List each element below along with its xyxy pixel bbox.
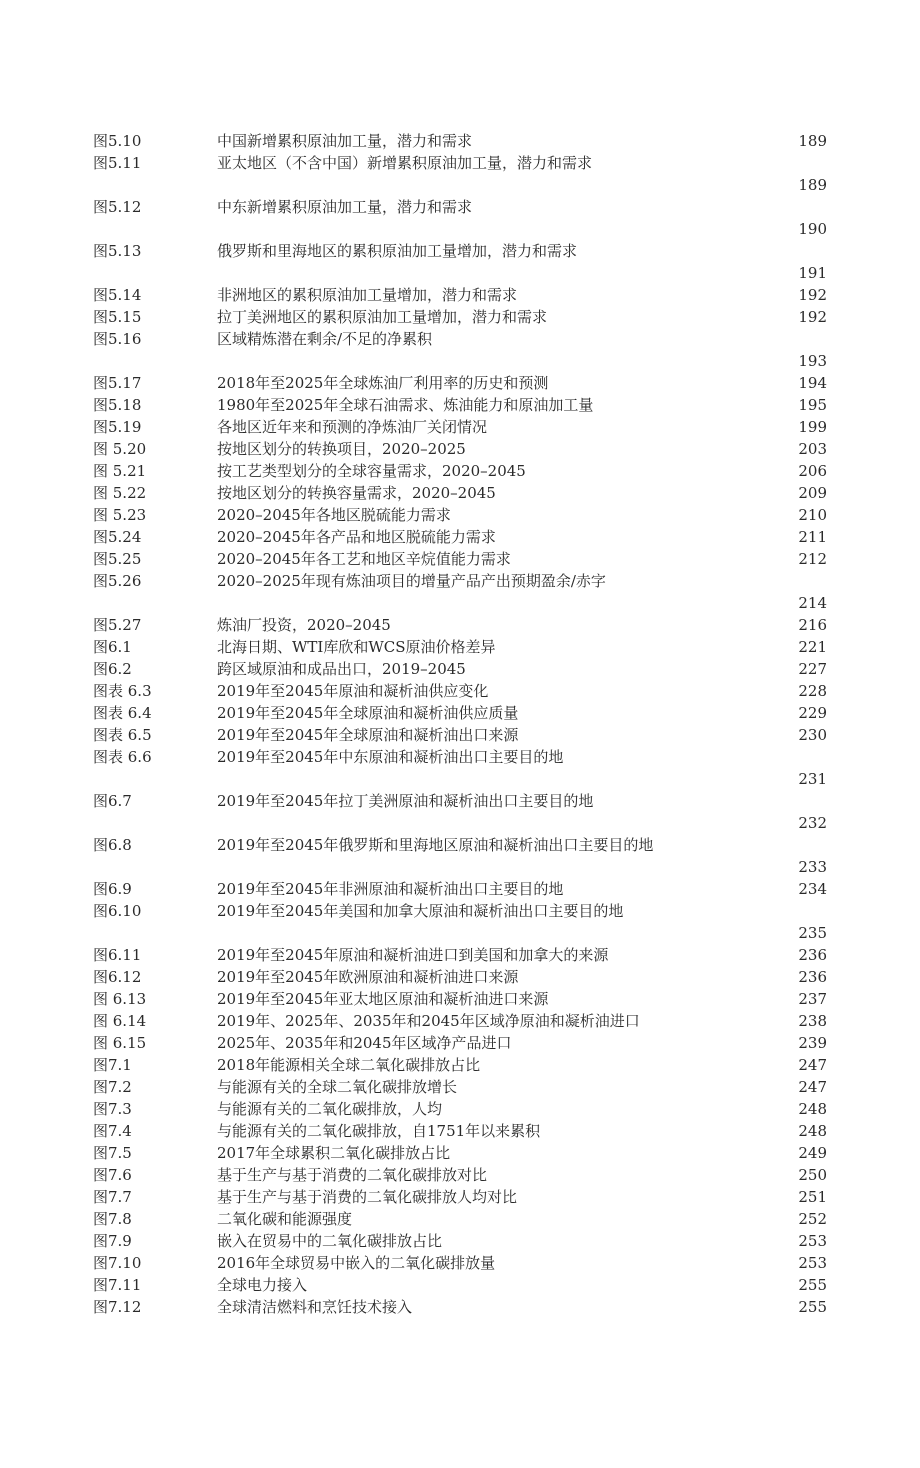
page-number: 189	[798, 132, 827, 150]
figure-title: 北海日期、WTI库欣和WCS原油价格差异	[217, 638, 496, 656]
figure-title: 2020–2025年现有炼油项目的增量产品产出预期盈余/赤字	[217, 572, 606, 590]
toc-entry[interactable]	[0, 1252, 920, 1274]
toc-entry[interactable]	[0, 284, 920, 306]
figure-title: 与能源有关的二氧化碳排放，自1751年以来累积	[217, 1122, 541, 1140]
page-number: 209	[798, 484, 827, 502]
figure-label: 图7.11	[93, 1276, 142, 1294]
figure-label: 图表 6.3	[93, 682, 152, 700]
page-number: 192	[798, 286, 827, 304]
page-number: 206	[798, 462, 827, 480]
figure-label: 图6.1	[93, 638, 132, 656]
figure-label: 图5.26	[93, 572, 142, 590]
page-number: 211	[798, 528, 827, 546]
figure-title: 非洲地区的累积原油加工量增加，潜力和需求	[217, 286, 518, 304]
figure-label: 图5.17	[93, 374, 142, 392]
figure-title: 炼油厂投资，2020–2045	[217, 616, 391, 634]
figure-label: 图5.15	[93, 308, 142, 326]
toc-entry[interactable]	[0, 834, 920, 878]
figure-title: 2019年至2045年中东原油和凝析油出口主要目的地	[217, 748, 564, 766]
page-number: 238	[798, 1012, 827, 1030]
toc-entry[interactable]	[0, 746, 920, 790]
figure-label: 图表 6.6	[93, 748, 152, 766]
figure-title: 2019年至2045年俄罗斯和里海地区原油和凝析油出口主要目的地	[217, 836, 654, 854]
page-number: 237	[798, 990, 827, 1008]
page-number: 216	[798, 616, 827, 634]
toc-entry[interactable]	[0, 152, 920, 196]
page-number: 235	[798, 924, 827, 942]
figure-label: 图5.11	[93, 154, 142, 172]
figure-label: 图5.18	[93, 396, 142, 414]
toc-entry[interactable]	[0, 944, 920, 966]
figure-label: 图7.12	[93, 1298, 142, 1316]
figure-title: 2019年、2025年、2035年和2045年区域净原油和凝析油进口	[217, 1012, 640, 1030]
toc-entry[interactable]	[0, 988, 920, 1010]
figure-label: 图5.10	[93, 132, 142, 150]
toc-entry[interactable]	[0, 680, 920, 702]
page-number: 253	[798, 1254, 827, 1272]
toc-entry[interactable]	[0, 438, 920, 460]
page-number: 199	[798, 418, 827, 436]
page-number: 236	[798, 968, 827, 986]
figure-title: 2019年至2045年全球原油和凝析油供应质量	[217, 704, 519, 722]
figure-label: 图7.6	[93, 1166, 132, 1184]
toc-entry[interactable]	[0, 702, 920, 724]
page-number: 193	[798, 352, 827, 370]
figure-label: 图表 6.4	[93, 704, 152, 722]
figure-title: 全球清洁燃料和烹饪技术接入	[217, 1298, 413, 1316]
figure-title: 2019年至2045年美国和加拿大原油和凝析油出口主要目的地	[217, 902, 624, 920]
page-number: 234	[798, 880, 827, 898]
figure-label: 图6.2	[93, 660, 132, 678]
toc-entry[interactable]	[0, 570, 920, 614]
page-number: 233	[798, 858, 827, 876]
toc-entry[interactable]	[0, 1274, 920, 1296]
figure-label: 图5.24	[93, 528, 142, 546]
page-number: 190	[798, 220, 827, 238]
page-number: 229	[798, 704, 827, 722]
figure-label: 图6.8	[93, 836, 132, 854]
figure-title: 2020–2045年各产品和地区脱硫能力需求	[217, 528, 496, 546]
figure-title: 亚太地区（不含中国）新增累积原油加工量，潜力和需求	[217, 154, 593, 172]
page-number: 252	[798, 1210, 827, 1228]
page-number: 251	[798, 1188, 827, 1206]
page-number: 247	[798, 1078, 827, 1096]
toc-entry[interactable]	[0, 1230, 920, 1252]
toc-entry[interactable]	[0, 658, 920, 680]
page-number: 247	[798, 1056, 827, 1074]
figure-title: 俄罗斯和里海地区的累积原油加工量增加，潜力和需求	[217, 242, 578, 260]
figure-label: 图 5.20	[93, 440, 147, 458]
figure-label: 图6.12	[93, 968, 142, 986]
figure-label: 图5.14	[93, 286, 142, 304]
toc-entry[interactable]	[0, 504, 920, 526]
toc-entry[interactable]	[0, 1120, 920, 1142]
figure-label: 图 5.22	[93, 484, 147, 502]
figure-title: 2017年全球累积二氧化碳排放占比	[217, 1144, 451, 1162]
figure-title: 1980年至2025年全球石油需求、炼油能力和原油加工量	[217, 396, 594, 414]
figure-title: 2018年至2025年全球炼油厂利用率的历史和预测	[217, 374, 549, 392]
toc-entry[interactable]	[0, 240, 920, 284]
figure-title: 2019年至2045年欧洲原油和凝析油进口来源	[217, 968, 519, 986]
toc-entry[interactable]	[0, 372, 920, 394]
figure-label: 图5.16	[93, 330, 142, 348]
figure-title: 2019年至2045年全球原油和凝析油出口来源	[217, 726, 519, 744]
figure-title: 2025年、2035年和2045年区域净产品进口	[217, 1034, 512, 1052]
page-number: 249	[798, 1144, 827, 1162]
figure-label: 图5.27	[93, 616, 142, 634]
toc-entry[interactable]	[0, 636, 920, 658]
figure-label: 图 6.15	[93, 1034, 147, 1052]
figure-label: 图7.9	[93, 1232, 132, 1250]
toc-entry[interactable]	[0, 1208, 920, 1230]
figure-title: 2020–2045年各地区脱硫能力需求	[217, 506, 451, 524]
page-number: 203	[798, 440, 827, 458]
toc-entry[interactable]	[0, 1142, 920, 1164]
toc-entry[interactable]	[0, 878, 920, 900]
figure-label: 图 6.13	[93, 990, 147, 1008]
toc-entry[interactable]	[0, 196, 920, 240]
toc-entry[interactable]	[0, 1098, 920, 1120]
figure-title: 二氧化碳和能源强度	[217, 1210, 353, 1228]
figure-label: 图7.4	[93, 1122, 132, 1140]
figure-label: 图5.13	[93, 242, 142, 260]
figure-title: 区域精炼潜在剩余/不足的净累积	[217, 330, 433, 348]
figure-label: 图5.19	[93, 418, 142, 436]
figure-label: 图7.1	[93, 1056, 132, 1074]
figure-title: 2019年至2045年原油和凝析油供应变化	[217, 682, 489, 700]
page-number: 230	[798, 726, 827, 744]
figure-title: 按地区划分的转换项目，2020–2025	[217, 440, 466, 458]
figure-label: 图6.9	[93, 880, 132, 898]
toc-entry[interactable]	[0, 1076, 920, 1098]
toc-entry[interactable]	[0, 614, 920, 636]
page-number: 192	[798, 308, 827, 326]
page-number: 228	[798, 682, 827, 700]
figure-title: 2020–2045年各工艺和地区辛烷值能力需求	[217, 550, 511, 568]
toc-entry[interactable]	[0, 526, 920, 548]
figure-title: 基于生产与基于消费的二氧化碳排放对比	[217, 1166, 488, 1184]
page-number: 214	[798, 594, 827, 612]
figure-title: 中东新增累积原油加工量，潜力和需求	[217, 198, 473, 216]
figure-label: 图7.3	[93, 1100, 132, 1118]
page-number: 250	[798, 1166, 827, 1184]
figure-label: 图6.10	[93, 902, 142, 920]
figure-title: 嵌入在贸易中的二氧化碳排放占比	[217, 1232, 443, 1250]
figure-label: 图 6.14	[93, 1012, 147, 1030]
figure-title: 与能源有关的二氧化碳排放，人均	[217, 1100, 443, 1118]
page-number: 191	[798, 264, 827, 282]
toc-entry[interactable]	[0, 416, 920, 438]
figure-label: 图7.8	[93, 1210, 132, 1228]
page-number: 221	[798, 638, 827, 656]
toc-entry[interactable]	[0, 548, 920, 570]
page-number: 210	[798, 506, 827, 524]
toc-entry[interactable]	[0, 130, 920, 152]
toc-entry[interactable]	[0, 394, 920, 416]
toc-entry[interactable]	[0, 1010, 920, 1032]
page-number: 227	[798, 660, 827, 678]
figure-title: 2019年至2045年原油和凝析油进口到美国和加拿大的来源	[217, 946, 609, 964]
page-number: 248	[798, 1100, 827, 1118]
figure-label: 图7.5	[93, 1144, 132, 1162]
page-number: 255	[798, 1298, 827, 1316]
page-number: 212	[798, 550, 827, 568]
figure-title: 全球电力接入	[217, 1276, 308, 1294]
toc-entry[interactable]	[0, 1054, 920, 1076]
toc-entry[interactable]	[0, 966, 920, 988]
page-number: 231	[798, 770, 827, 788]
figure-title: 中国新增累积原油加工量，潜力和需求	[217, 132, 473, 150]
figure-title: 各地区近年来和预测的净炼油厂关闭情况	[217, 418, 488, 436]
figure-label: 图 5.21	[93, 462, 147, 480]
page-number: 232	[798, 814, 827, 832]
page-number: 194	[798, 374, 827, 392]
figure-label: 图7.10	[93, 1254, 142, 1272]
figure-title: 拉丁美洲地区的累积原油加工量增加，潜力和需求	[217, 308, 548, 326]
figure-title: 2019年至2045年非洲原油和凝析油出口主要目的地	[217, 880, 564, 898]
figure-title: 跨区域原油和成品出口，2019–2045	[217, 660, 466, 678]
page-number: 253	[798, 1232, 827, 1250]
figure-label: 图7.2	[93, 1078, 132, 1096]
figure-label: 图 5.23	[93, 506, 147, 524]
toc-entry[interactable]	[0, 1164, 920, 1186]
toc-entry[interactable]	[0, 900, 920, 944]
page-number: 195	[798, 396, 827, 414]
figure-title: 基于生产与基于消费的二氧化碳排放人均对比	[217, 1188, 518, 1206]
figure-label: 图7.7	[93, 1188, 132, 1206]
page-number: 255	[798, 1276, 827, 1294]
toc-entry[interactable]	[0, 328, 920, 372]
figure-title: 与能源有关的全球二氧化碳排放增长	[217, 1078, 458, 1096]
toc-entry[interactable]	[0, 482, 920, 504]
figure-label: 图6.7	[93, 792, 132, 810]
figure-label: 图5.12	[93, 198, 142, 216]
toc-entry[interactable]	[0, 1186, 920, 1208]
toc-entry[interactable]	[0, 306, 920, 328]
page-number: 189	[798, 176, 827, 194]
toc-entry[interactable]	[0, 724, 920, 746]
figure-title: 2019年至2045年拉丁美洲原油和凝析油出口主要目的地	[217, 792, 594, 810]
figure-label: 图6.11	[93, 946, 142, 964]
page-number: 248	[798, 1122, 827, 1140]
toc-entry[interactable]	[0, 460, 920, 482]
toc-entry[interactable]	[0, 1296, 920, 1318]
figure-title: 2019年至2045年亚太地区原油和凝析油进口来源	[217, 990, 549, 1008]
figure-title: 按地区划分的转换容量需求，2020–2045	[217, 484, 496, 502]
figure-title: 2016年全球贸易中嵌入的二氧化碳排放量	[217, 1254, 496, 1272]
toc-entry[interactable]	[0, 1032, 920, 1054]
figure-label: 图5.25	[93, 550, 142, 568]
page-number: 239	[798, 1034, 827, 1052]
toc-entry[interactable]	[0, 790, 920, 834]
figure-title: 按工艺类型划分的全球容量需求，2020–2045	[217, 462, 526, 480]
figure-title: 2018年能源相关全球二氧化碳排放占比	[217, 1056, 481, 1074]
figure-label: 图表 6.5	[93, 726, 152, 744]
page-number: 236	[798, 946, 827, 964]
